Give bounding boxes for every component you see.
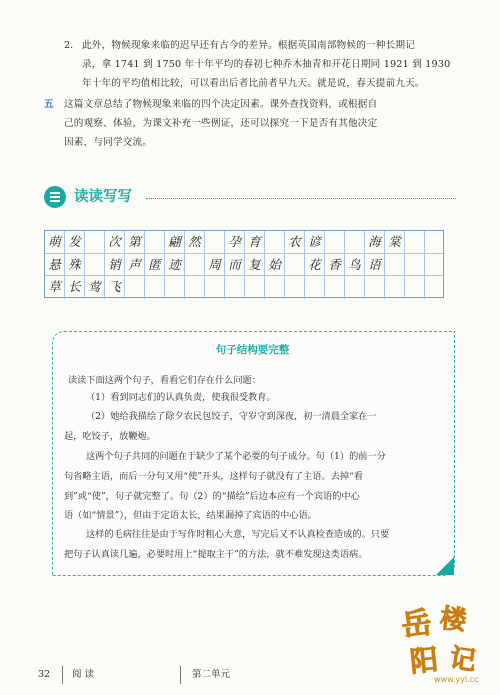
grid-empty-cell xyxy=(85,231,105,254)
grid-empty-cell xyxy=(345,231,365,254)
grid-empty-cell xyxy=(205,231,225,254)
tip-summary-line-2: 把句子认真读几遍，必要时用上“提取主干”的方法，就不难发现这类语病。 xyxy=(64,549,368,560)
grid-empty-cell xyxy=(185,276,205,299)
grid-empty-cell xyxy=(245,276,265,299)
tip-analysis-line-1: 这两个句子共同的问题在于缺少了某个必要的句子成分。句（1）的前一分 xyxy=(86,451,386,462)
grid-word-cell: 而 xyxy=(225,254,245,277)
grid-word-cell: 第 xyxy=(125,231,145,254)
grid-word-cell: 匿 xyxy=(145,254,165,277)
grid-empty-cell xyxy=(185,254,205,277)
grid-word-cell: 莺 xyxy=(85,276,105,299)
grid-empty-cell xyxy=(405,254,425,277)
tip-analysis-line-3: 到”或“使”，句子就完整了。句（2）的“描绘”后边本应有一个宾语的中心 xyxy=(64,491,360,502)
item-2-line-1: 此外，物候现象来临的迟早还有古今的差异。根据英国南部物候的一种长期记 xyxy=(82,40,415,51)
grid-word-cell: 复 xyxy=(245,254,265,277)
grid-empty-cell xyxy=(225,276,245,299)
item-5-line-2: 己的观察、体验，为课文补充一些例证，还可以探究一下是否有其他决定 xyxy=(64,118,378,129)
grid-word-cell: 迹 xyxy=(165,254,185,277)
item-5-line-1: 这篇文章总结了物候现象来临的四个决定因素。课外查找资料，或根据自 xyxy=(64,99,378,110)
grid-word-cell: 飞 xyxy=(105,276,125,299)
footer-section-label: 阅 读 xyxy=(72,669,95,680)
item-5-line-3: 因素，与同学交流。 xyxy=(64,137,153,148)
grid-word-cell: 花 xyxy=(305,254,325,277)
word-grid xyxy=(44,230,444,298)
grid-word-cell: 棠 xyxy=(385,231,405,254)
section-divider xyxy=(146,198,456,199)
grid-empty-cell xyxy=(85,254,105,277)
grid-empty-cell xyxy=(425,231,445,254)
grid-word-cell: 然 xyxy=(185,231,205,254)
grid-empty-cell xyxy=(325,231,345,254)
item-2-number: 2. xyxy=(64,40,74,51)
grid-word-cell: 周 xyxy=(205,254,225,277)
grid-empty-cell xyxy=(265,276,285,299)
grid-empty-cell xyxy=(345,276,365,299)
footer-divider-2 xyxy=(180,666,181,684)
grid-word-cell: 育 xyxy=(245,231,265,254)
tip-example-2-line-2: 起，吃饺子，放鞭炮。 xyxy=(64,431,156,442)
item-5-number: 五 xyxy=(44,99,54,110)
grid-empty-cell xyxy=(145,276,165,299)
item-2-line-2: 录，拿 1741 到 1750 年十年平均的春初七种乔木抽青和开花日期同 1921 到 1930 xyxy=(82,59,451,70)
grid-empty-cell xyxy=(425,254,445,277)
grid-word-cell: 长 xyxy=(65,276,85,299)
grid-word-cell: 语 xyxy=(365,254,385,277)
tip-example-1: （1）看到同志们的认真负责，使我很受教育。 xyxy=(86,392,276,403)
tip-analysis-line-2: 句省略主语，而后一分句又用“使”开头，这样句子就没有了主语。去掉“看 xyxy=(64,471,363,482)
tip-analysis-line-4: 语（如“情景”），但由于定语太长，结果漏掉了宾语的中心语。 xyxy=(64,510,317,521)
section-title: 读读写写 xyxy=(74,189,132,205)
grid-empty-cell xyxy=(325,276,345,299)
grid-empty-cell xyxy=(385,276,405,299)
tip-title: 句子结构要完整 xyxy=(215,344,290,356)
grid-word-cell: 声 xyxy=(125,254,145,277)
grid-word-cell: 次 xyxy=(105,231,125,254)
grid-word-cell: 海 xyxy=(365,231,385,254)
grid-empty-cell xyxy=(405,231,425,254)
section-three-icon xyxy=(44,186,66,208)
tip-paragraph-1: 读读下面这两个句子，看看它们存在什么问题： xyxy=(68,375,261,386)
svg-text:阳: 阳 xyxy=(408,642,440,679)
grid-empty-cell xyxy=(365,276,385,299)
grid-empty-cell xyxy=(405,276,425,299)
grid-empty-cell xyxy=(165,276,185,299)
grid-word-cell: 香 xyxy=(325,254,345,277)
tip-summary-line-1: 这样的毛病往往是由于写作时粗心大意，写完后又不认真检查造成的。只要 xyxy=(86,529,390,540)
grid-empty-cell xyxy=(425,276,445,299)
grid-empty-cell xyxy=(305,276,325,299)
grid-word-cell: 农 xyxy=(285,231,305,254)
svg-text:岳: 岳 xyxy=(399,605,434,645)
grid-empty-cell xyxy=(265,231,285,254)
grid-empty-cell xyxy=(285,276,305,299)
grid-word-cell: 殊 xyxy=(65,254,85,277)
tip-example-2-line-1: （2）她给我描绘了除夕农民包饺子，守岁守到深夜，初一清晨全家在一 xyxy=(86,411,377,422)
svg-text:www.yyl.cc: www.yyl.cc xyxy=(434,675,479,684)
svg-text:记: 记 xyxy=(447,643,478,677)
grid-empty-cell xyxy=(205,276,225,299)
item-2-line-3: 年十年的平均值相比较，可以看出后者比前者早九天。就是说，春天提前九天。 xyxy=(82,78,425,89)
grid-word-cell: 孕 xyxy=(225,231,245,254)
grid-empty-cell xyxy=(125,276,145,299)
grid-empty-cell xyxy=(285,254,305,277)
footer-unit-label: 第二单元 xyxy=(192,669,231,680)
grid-word-cell: 发 xyxy=(65,231,85,254)
footer-divider xyxy=(62,666,63,684)
grid-word-cell: 谚 xyxy=(305,231,325,254)
grid-empty-cell xyxy=(385,254,405,277)
grid-word-cell: 销 xyxy=(105,254,125,277)
grid-word-cell: 草 xyxy=(45,276,65,299)
yueyanglou-watermark-logo xyxy=(398,598,492,688)
grid-word-cell: 悬 xyxy=(45,254,65,277)
grid-word-cell: 萌 xyxy=(45,231,65,254)
grid-empty-cell xyxy=(145,231,165,254)
page-number: 32 xyxy=(38,669,51,680)
grid-word-cell: 始 xyxy=(265,254,285,277)
grid-word-cell: 鸟 xyxy=(345,254,365,277)
svg-text:楼: 楼 xyxy=(438,603,468,637)
grid-word-cell: 翩 xyxy=(165,231,185,254)
